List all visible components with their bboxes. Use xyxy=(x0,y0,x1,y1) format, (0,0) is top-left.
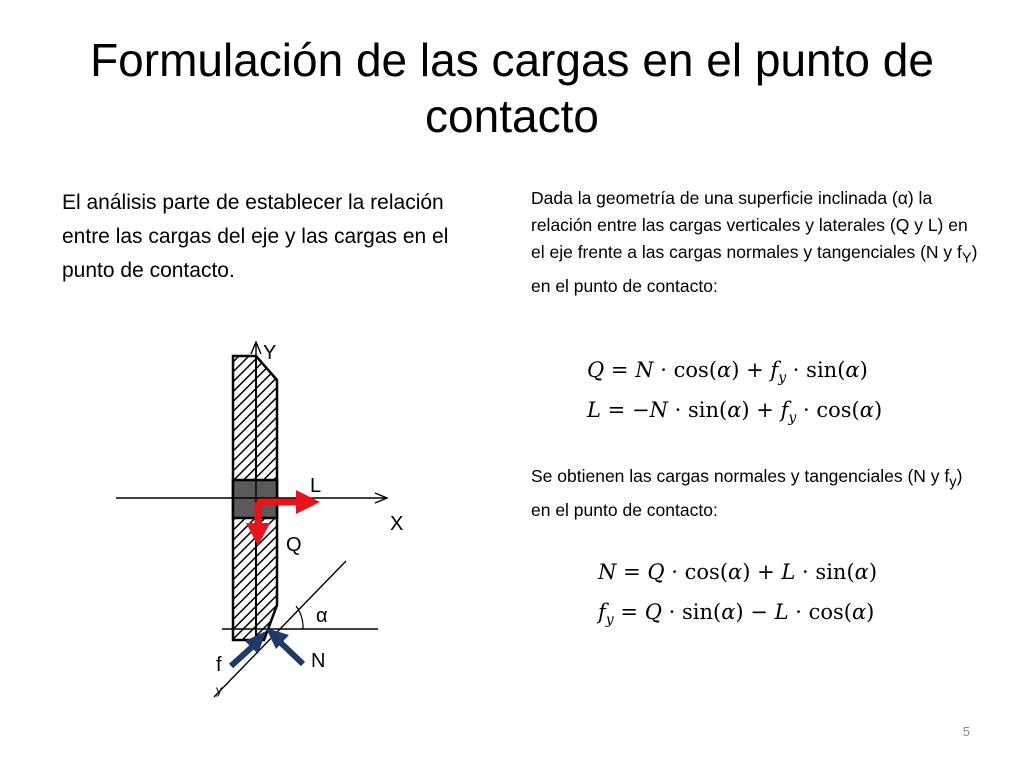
right-result-part1: Se obtienen las cargas normales y tangenciales (N y f xyxy=(531,466,950,486)
x-axis-label: X xyxy=(390,513,404,535)
right-intro-part1: Dada la geometría de una superficie inclinada (α) la relación entre las cargas verticales y laterales (Q y L) en el eje frente a las cargas normales y tangenciales (N y f xyxy=(531,188,968,262)
y-axis-label: Y xyxy=(263,342,277,364)
vertical-load-label: Q xyxy=(286,534,302,556)
lateral-load-label: L xyxy=(310,475,322,497)
angle-label: α xyxy=(316,605,328,627)
right-result-part2: ) en el punto de contacto: xyxy=(531,466,963,520)
equation-fy: $f_y = Q \cdot \sin(\alpha) - L \cdot \cos(\alpha)$ xyxy=(598,600,875,629)
tangential-load-label: f xyxy=(216,654,222,676)
page-number: 5 xyxy=(962,724,970,739)
right-result-subscript: y xyxy=(949,474,957,491)
left-intro-text: El análisis parte de establecer la relación entre las cargas del eje y las cargas en el punto de contacto. xyxy=(62,191,449,282)
slide-title: Formulación de las cargas en el punto de contacto xyxy=(90,34,934,142)
equation-q: $Q = N \cdot \cos(\alpha) + f_y \cdot \sin(\alpha)$ xyxy=(587,358,868,387)
normal-load-label: N xyxy=(311,650,326,672)
right-intro-part2: ) en el punto de contacto: xyxy=(531,242,978,296)
equation-n: N = Q · cos(α) + L · sin(α) xyxy=(598,560,878,584)
right-intro-subscript: Y xyxy=(961,250,972,267)
equation-l: $L = -N \cdot \sin(\alpha) + f_y \cdot \cos(\alpha)$ xyxy=(587,398,883,427)
tangential-load-label-subscript: y xyxy=(216,683,222,697)
normal-load-arrow-shaft xyxy=(281,643,303,664)
tangential-load-arrow-shaft xyxy=(231,647,252,666)
